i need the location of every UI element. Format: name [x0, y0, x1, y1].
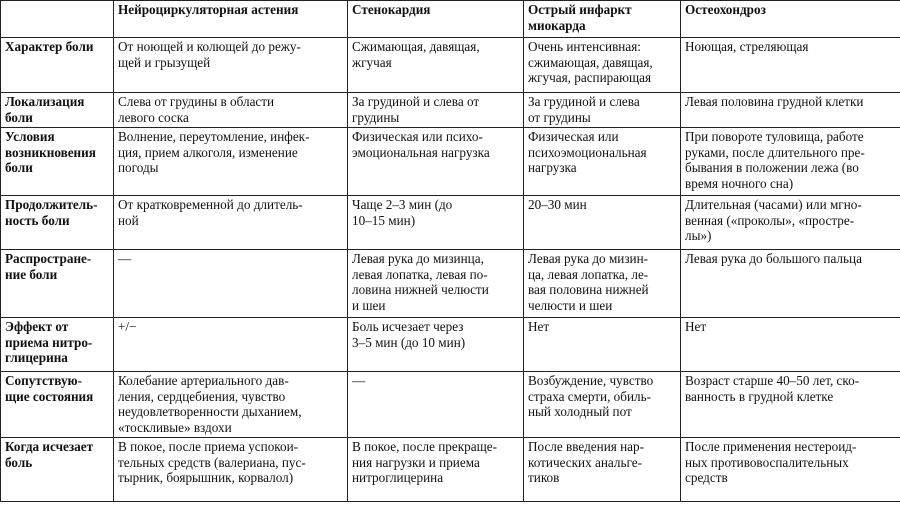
table-row — [1, 250, 900, 318]
table-cell: Слева от грудины в области левого соска — [114, 93, 348, 128]
table-cell: Нет — [681, 318, 900, 372]
row-label: Когда исчезает боль — [1, 438, 114, 502]
table-cell: Волнение, переутомление, инфек- ция, прием алкоголя, изменение погоды — [114, 128, 348, 196]
table-row — [1, 372, 900, 438]
table-cell: В покое, после приема успокои- тельных средств (валериана, пус- тырник, боярышник, корвалол) — [114, 438, 348, 502]
row-label: Распростране- ние боли — [1, 250, 114, 318]
header-row — [1, 1, 900, 38]
table-cell: От кратковременной до длитель- ной — [114, 196, 348, 250]
table-cell: После введения нар- котических анальге- тиков — [524, 438, 681, 502]
table-cell: Длительная (часами) или мгно- венная («проколы», «простре- лы») — [681, 196, 900, 250]
table-cell: Возраст старше 40–50 лет, ско- ванность в грудной клетке — [681, 372, 900, 438]
table-cell: В покое, после прекраще- ния нагрузки и приема нитроглицерина — [348, 438, 524, 502]
table-row — [1, 128, 900, 196]
header-corner-cell — [1, 1, 114, 38]
table-cell: Колебание артериального дав- ления, сердцебиения, чувство неудовлетворенности дыханием, «тоскливые» вздохи — [114, 372, 348, 438]
table-row — [1, 318, 900, 372]
table-cell: От ноющей и колющей до режу- щей и грызущей — [114, 38, 348, 93]
table-cell: Нет — [524, 318, 681, 372]
table-cell: При повороте туловища, работе руками, после длительного пре- бывания в положении лежа (во время ночного сна) — [681, 128, 900, 196]
table-cell: 20–30 мин — [524, 196, 681, 250]
table-cell: Очень интенсивная: сжимающая, давящая, жгучая, распирающая — [524, 38, 681, 93]
table-cell: После применения нестероид- ных противовоспалительных средств — [681, 438, 900, 502]
table-cell: Левая рука до мизинца, левая лопатка, левая по- ловина нижней челюсти и шеи — [348, 250, 524, 318]
header-cell: Острый инфаркт миокарда — [524, 1, 681, 38]
row-label: Условия возникновения боли — [1, 128, 114, 196]
table-cell: За грудиной и слева от грудины — [524, 93, 681, 128]
table-row — [1, 438, 900, 502]
table-cell: — — [348, 372, 524, 438]
table-row — [1, 38, 900, 93]
table-cell: Левая половина грудной клетки — [681, 93, 900, 128]
table-cell: Сжимающая, давящая, жгучая — [348, 38, 524, 93]
table-cell: — — [114, 250, 348, 318]
table-row — [1, 196, 900, 250]
header-cell: Остеохондроз — [681, 1, 900, 38]
table-row — [1, 93, 900, 128]
header-cell: Стенокардия — [348, 1, 524, 38]
table-cell: +/− — [114, 318, 348, 372]
table-cell: Ноющая, стреляющая — [681, 38, 900, 93]
row-label: Характер боли — [1, 38, 114, 93]
table-cell: Физическая или психоэмоциональная нагрузка — [524, 128, 681, 196]
table-cell: Боль исчезает через 3–5 мин (до 10 мин) — [348, 318, 524, 372]
table-cell: Возбуждение, чувство страха смерти, обиль- ный холодный пот — [524, 372, 681, 438]
header-cell: Нейроциркуляторная астения — [114, 1, 348, 38]
table-cell: Левая рука до большого пальца — [681, 250, 900, 318]
table-cell: Левая рука до мизин- ца, левая лопатка, ле- вая половина нижней челюсти и шеи — [524, 250, 681, 318]
row-label: Эффект от приема нитро- глицерина — [1, 318, 114, 372]
table-cell: За грудиной и слева от грудины — [348, 93, 524, 128]
row-label: Сопутствую- щие состояния — [1, 372, 114, 438]
table-cell: Чаще 2–3 мин (до 10–15 мин) — [348, 196, 524, 250]
row-label: Локализация боли — [1, 93, 114, 128]
table-cell: Физическая или психо- эмоциональная нагрузка — [348, 128, 524, 196]
row-label: Продолжитель- ность боли — [1, 196, 114, 250]
